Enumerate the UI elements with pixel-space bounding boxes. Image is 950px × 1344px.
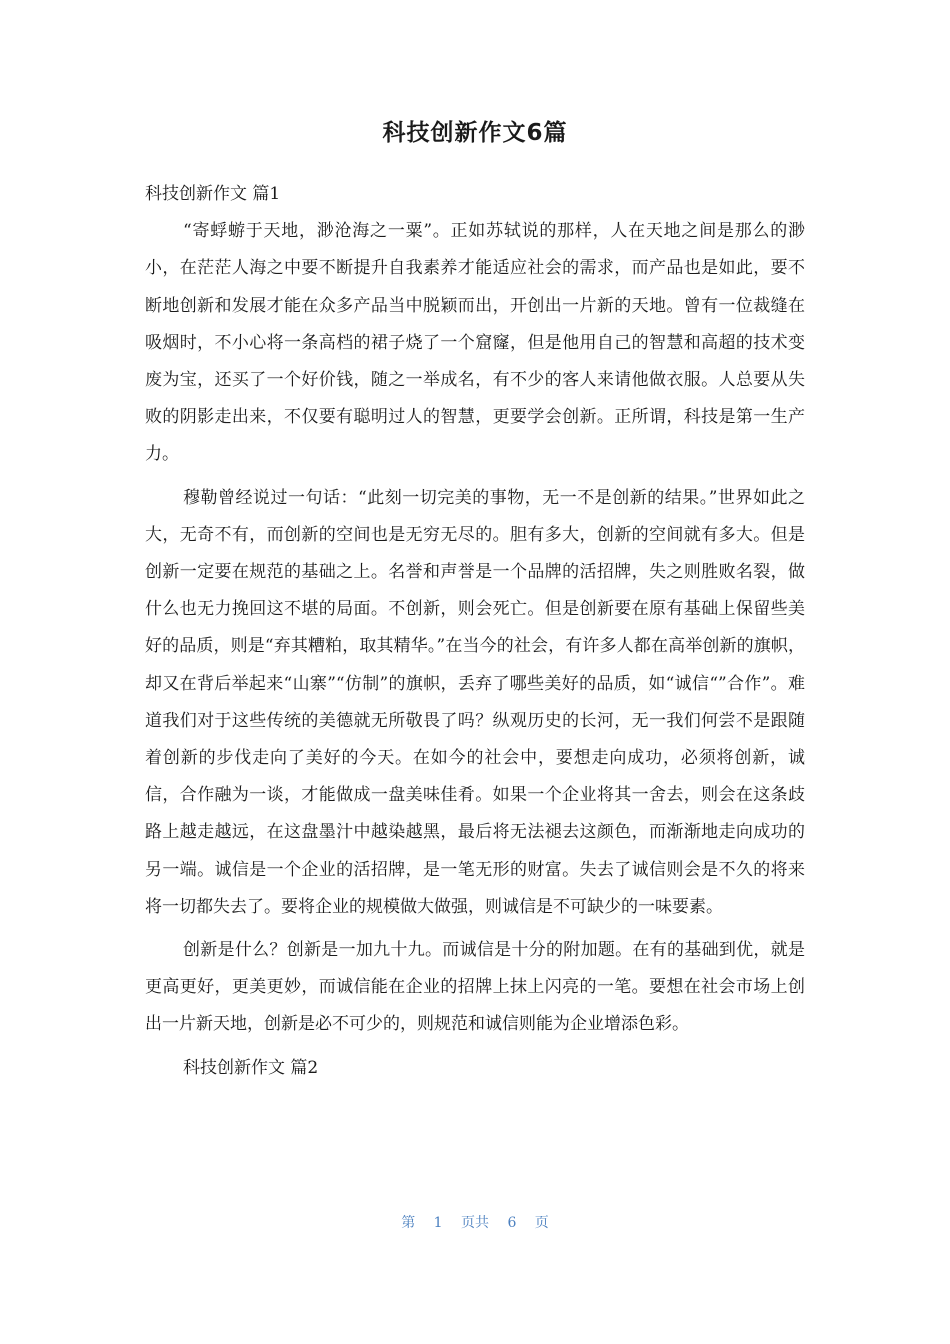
- section-heading-2: 科技创新作文 篇2: [183, 1057, 319, 1078]
- document-title: 科技创新作文6篇: [382, 120, 568, 146]
- paragraph: 穆勒曾经说过一句话：“此刻一切完美的事物，无一不是创新的结果。”世界如此之大，无奇不有，而创新的空间也是无穷无尽的。胆有多大，创新的空间就有多大。但是创新一定要在规范的基础之上。名誉和声誉是一个品牌的活招牌，失之则胜败名裂，做什么也无力挽回这不堪的局面。不创新，则会死亡。但是创新要在原有基础上保留些美好的品质，则是“弃其糟粕，取其精华。”在当今的社会，有许多人都在高举创新的旗帜，却又在背后举起来“山寨”“仿制”的旗帜，丢弃了哪些美好的品质，如“诚信“”合作”。难道我们对于这些传统的美德就无所敬畏了吗？纵观历史的长河，无一我们何尝不是跟随着创新的步伐走向了美好的今天。在如今的社会中，要想走向成功，必须将创新，诚信，合作融为一谈，才能做成一盘美味佳肴。如果一个企业将其一舍去，则会在这条歧路上越走越远，在这盘墨汁中越染越黑，最后将无法褪去这颜色，而渐渐地走向成功的另一端。诚信是一个企业的活招牌，是一笔无形的财富。失去了诚信则会是不久的将来将一切都失去了。要将企业的规模做大做强，则诚信是不可缺少的一味要素。: [145, 487, 805, 917]
- paragraph: 创新是什么？创新是一加九十九。而诚信是十分的附加题。在有的基础到优，就是更高更好，更美更妙，而诚信能在企业的招牌上抹上闪亮的一笔。要想在社会市场上创出一片新天地，创新是必不可少的，则规范和诚信则能为企业增添色彩。: [145, 940, 805, 1035]
- document-body: [145, 176, 805, 1087]
- paragraph: “寄蜉蝣于天地，渺沧海之一粟”。正如苏轼说的那样，人在天地之间是那么的渺小，在茫茫人海之中要不断提升自我素养才能适应社会的需求，而产品也是如此，要不断地创新和发展才能在众多产品当中脱颖而出，开创出一片新的天地。曾有一位裁缝在吸烟时，不小心将一条高档的裙子烧了一个窟窿，但是他用自己的智慧和高超的技术变废为宝，还买了一个好价钱，随之一举成名，有不少的客人来请他做衣服。人总要从失败的阴影走出来，不仅要有聪明过人的智慧，更要学会创新。正所谓，科技是第一生产力。: [145, 221, 805, 465]
- page-number-footer: 第 1 页共 6 页: [401, 1215, 549, 1231]
- section-heading-1: 科技创新作文 篇1: [145, 184, 281, 204]
